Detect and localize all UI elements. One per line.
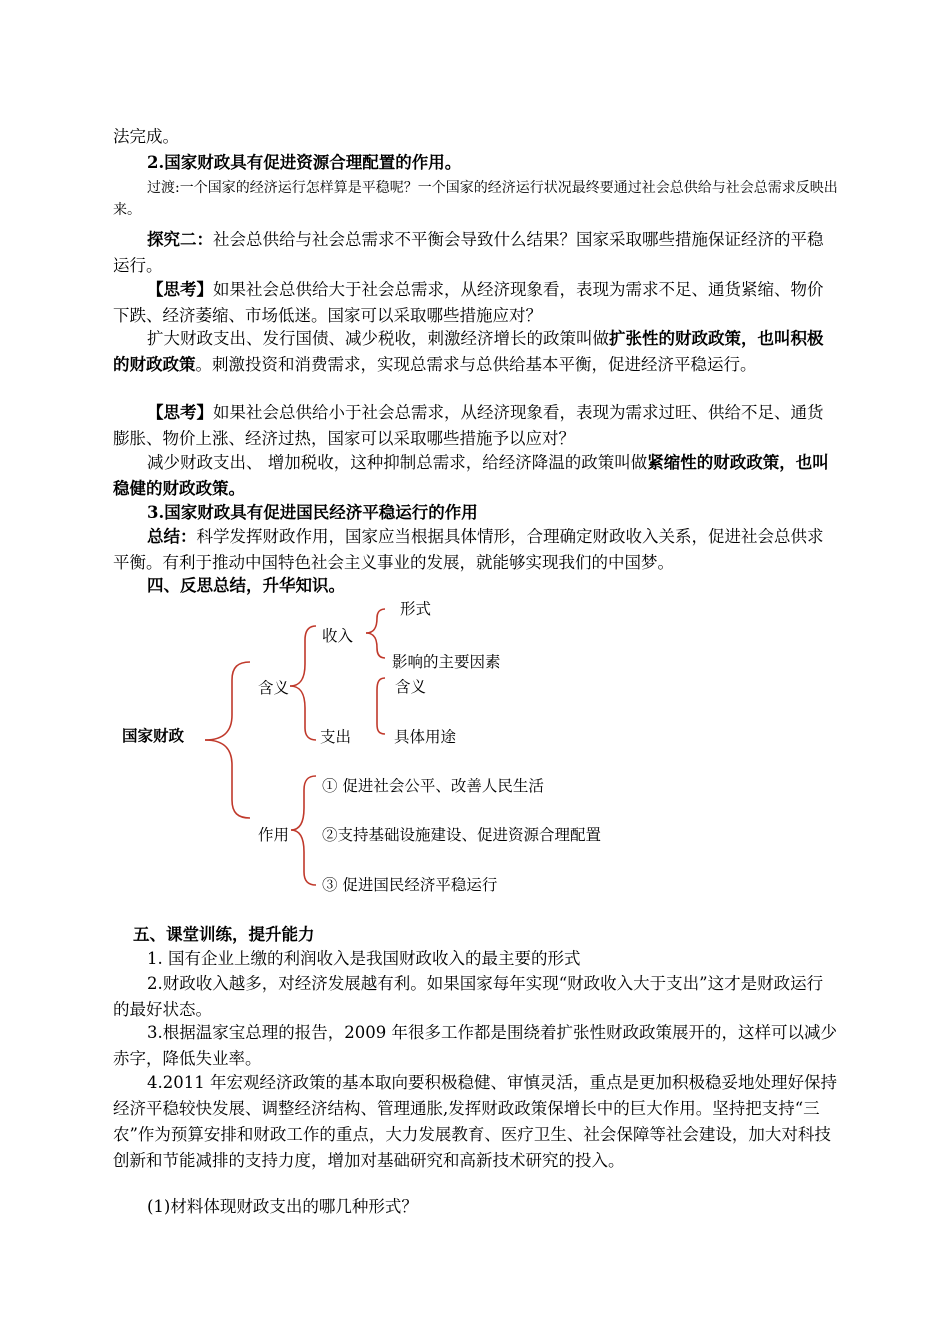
mindmap-form: 形式 <box>400 600 432 618</box>
section-five-heading: 五、课堂训练，提升能力 <box>133 925 315 944</box>
income-bracket-top <box>366 609 385 633</box>
mindmap-root: 国家财政 <box>122 726 185 745</box>
role-bracket-top <box>291 776 316 830</box>
expansionary-pre: 扩大财政支出、发行国债、减少税收，刺激经济增长的政策叫做 <box>147 329 609 348</box>
income-bracket-bottom <box>366 633 385 658</box>
expansionary-post: 。刺激投资和消费需求，实现总需求与总供给基本平衡，促进经济平稳运行。 <box>195 355 757 374</box>
contractionary-pre: 减少财政支出、 增加税收，这种抑制总需求，给经济降温的政策叫做 <box>147 453 648 472</box>
question-four-sub-one: (1)材料体现财政支出的哪几种形式？ <box>147 1197 418 1216</box>
explore-two-label: 探究二： <box>147 230 213 249</box>
question-three: 3.根据温家宝总理的报告，2009 年很多工作都是围绕着扩张性财政政策展开的，这样可以减少赤字，降低失业率。 <box>113 1023 837 1068</box>
root-bracket-bottom <box>205 740 250 818</box>
para-continuation: 法完成。 <box>113 127 179 146</box>
root-bracket-top <box>205 662 250 740</box>
summary-text: 科学发挥财政作用，国家应当根据具体情形，合理确定财政收入关系，促进社会总供求平衡。有利于推动中国特色社会主义事业的发展，就能够实现我们的中国梦。 <box>113 527 824 572</box>
mindmap-meaning-two: 含义 <box>395 678 427 696</box>
expansionary-bold: 扩张性的财政政策，也叫积极的财政政策 <box>113 329 824 374</box>
mindmap-spending: 支出 <box>320 728 352 746</box>
explore-two-text: 社会总供给与社会总需求不平衡会导致什么结果？国家采取哪些措施保证经济的平稳运行。 <box>113 230 824 275</box>
question-two: 2.财政收入越多，对经济发展越有利。如果国家每年实现“财政收入大于支出”这才是财政运行的最好状态。 <box>113 974 824 1019</box>
summary-label: 总结： <box>147 527 197 546</box>
mindmap-role-three: ③ 促进国民经济平稳运行 <box>322 876 498 894</box>
think-one-label: 【思考】 <box>147 280 213 299</box>
think-one-text: 如果社会总供给大于社会总需求，从经济现象看，表现为需求不足、通货紧缩、物价下跌、经济萎缩、市场低迷。国家可以采取哪些措施应对？ <box>113 280 824 325</box>
role-bracket-bottom <box>291 830 316 885</box>
mindmap-factors: 影响的主要因素 <box>392 653 501 671</box>
contractionary-bold: 紧缩性的财政政策，也叫稳健的财政政策。 <box>113 453 829 498</box>
mindmap-meaning: 含义 <box>258 679 290 697</box>
think-two-label: 【思考】 <box>147 403 213 422</box>
section-four-heading: 四、反思总结，升华知识。 <box>147 576 345 595</box>
mindmap-role: 作用 <box>258 826 290 844</box>
mindmap-income: 收入 <box>322 627 354 645</box>
spending-bracket <box>377 678 385 734</box>
mindmap-role-two: ②支持基础设施建设、促进资源合理配置 <box>322 826 602 844</box>
question-one: 1. 国有企业上缴的利润收入是我国财政收入的最主要的形式 <box>147 949 581 968</box>
think-two-text: 如果社会总供给小于社会总需求，从经济现象看，表现为需求过旺、供给不足、通货膨胀、物价上涨、经济过热，国家可以采取哪些措施予以应对？ <box>113 403 824 448</box>
transition-text: 过渡:一个国家的经济运行怎样算是平稳呢？一个国家的经济运行状况最终要通过社会总供给与社会总需求反映出来。 <box>113 180 838 218</box>
question-four: 4.2011 年宏观经济政策的基本取向要积极稳健、审慎灵活，重点是更加积极稳妥地处理好保持经济平稳较快发展、调整经济结构、管理通胀,发挥财政政策保增长中的巨大作用。坚持把支持“三农”作为预算安排和财政工作的重点，大力发展教育、医疗卫生、社会保障等社会建设，加大对科技创新和节能减排的支持力度，增加对基础研究和高新技术研究的投入。 <box>113 1073 837 1170</box>
mindmap-usage: 具体用途 <box>394 728 457 746</box>
meaning-bracket-bottom <box>290 686 316 740</box>
heading-stable-economy: 3.国家财政具有促进国民经济平稳运行的作用 <box>147 503 478 522</box>
heading-resource-allocation: 2.国家财政具有促进资源合理配置的作用。 <box>147 153 462 172</box>
mindmap-role-one: ① 促进社会公平、改善人民生活 <box>322 777 544 795</box>
meaning-bracket-top <box>290 626 316 686</box>
